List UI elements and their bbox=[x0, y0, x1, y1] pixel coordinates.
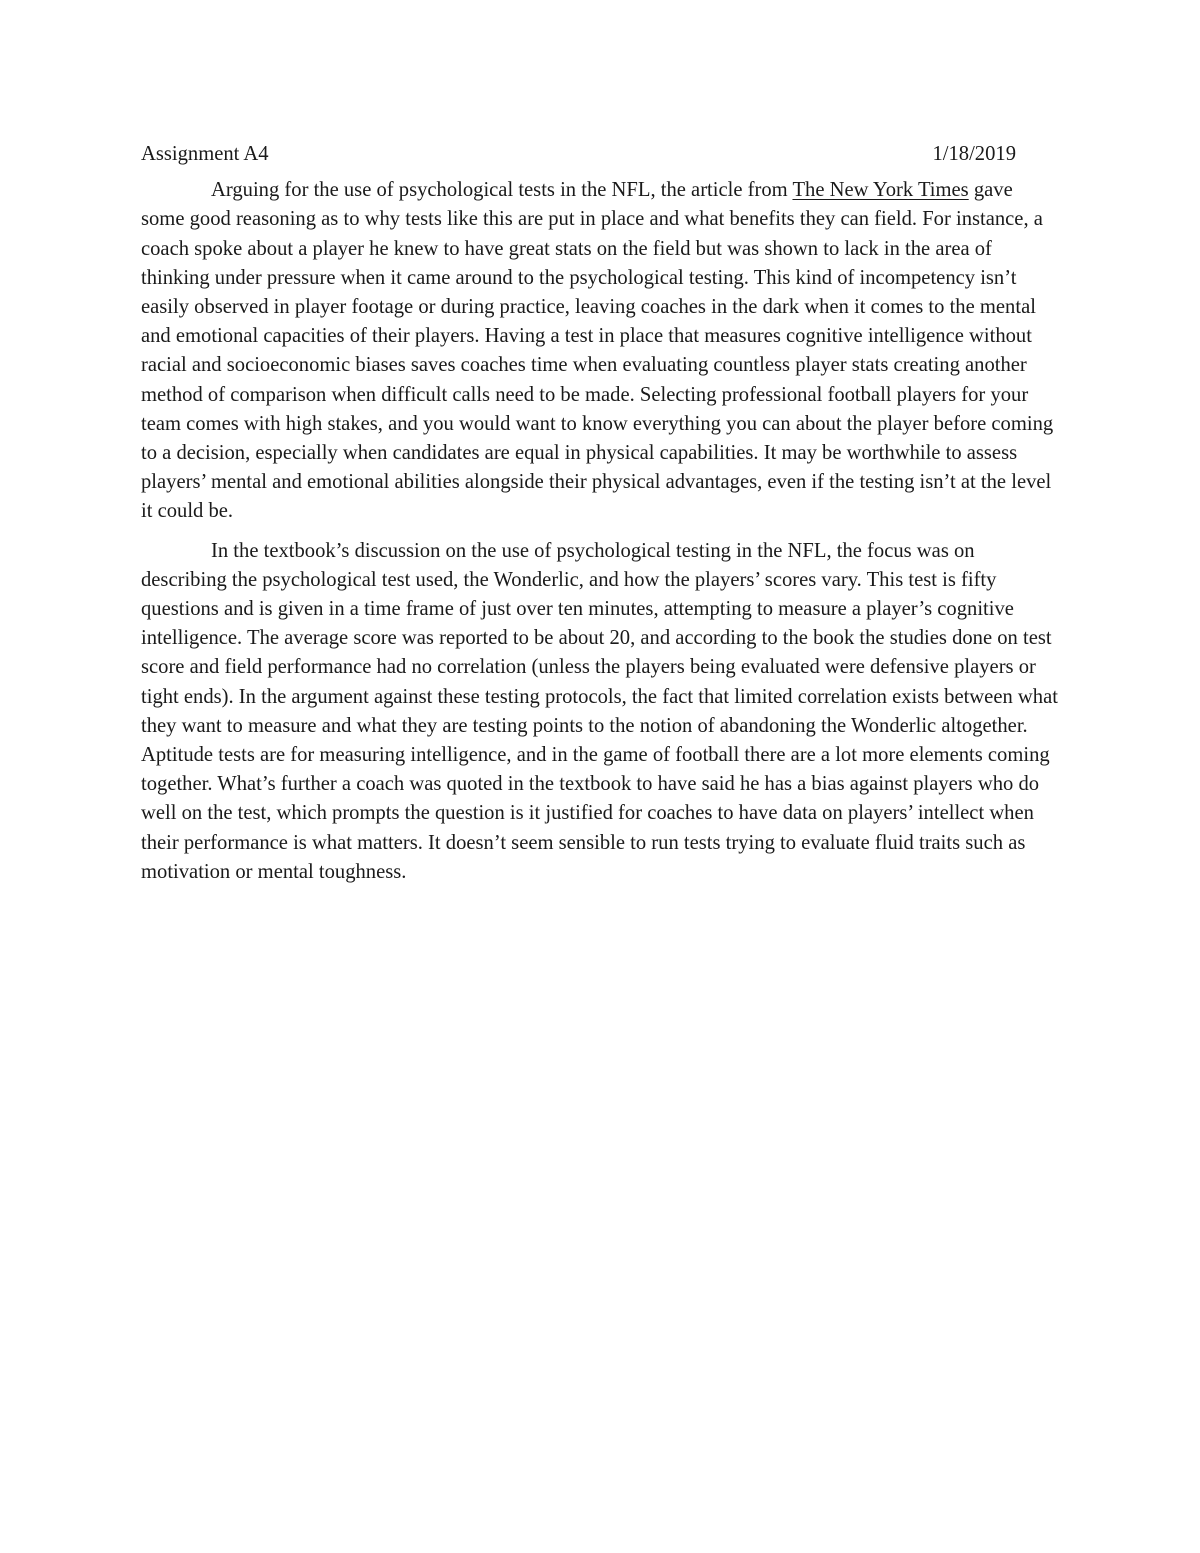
paragraph-1-body: gave some good reasoning as to why tests like this are put in place and what benefits they can field. For instance, a coach spoke about a player he knew to have great stats on the field but was shown to lack in the area of thinking under pressure when it came around to the psychological testing. This kind of incompetency isn’t easily observed in player footage or during practice, leaving coaches in the dark when it comes to the mental and emotional capacities of their players. Having a test in place that measures cognitive intelligence without racial and socioeconomic biases saves coaches time when evaluating countless player stats creating another method of comparison when difficult calls need to be made. Selecting professional football players for your team comes with high stakes, and you would want to know everything you can about the player before coming to a decision, especially when candidates are equal in physical capabilities. It may be worthwhile to assess players’ mental and emotional abilities alongside their physical advantages, even if the testing isn’t at the level it could be. bbox=[141, 179, 1054, 523]
source-title: The New York Times bbox=[792, 179, 969, 202]
paragraph-1 bbox=[141, 176, 1059, 526]
paragraph-2: In the textbook’s discussion on the use of psychological testing in the NFL, the focus was on describing the psychological test used, the Wonderlic, and how the players’ scores vary. This test is fifty questions and is given in a time frame of just over ten minutes, attempting to measure a player’s cognitive intelligence. The average score was reported to be about 20, and according to the book the studies done on test score and field performance had no correlation (unless the players being evaluated were defensive players or tight ends). In the argument against these testing protocols, the fact that limited correlation exists between what they want to measure and what they are testing points to the notion of abandoning the Wonderlic altogether. Aptitude tests are for measuring intelligence, and in the game of football there are a lot more elements coming together. What’s further a coach was quoted in the textbook to have said he has a bias against players who do well on the test, which prompts the question is it justified for coaches to have data on players’ intellect when their performance is what matters. It doesn’t seem sensible to run tests trying to evaluate fluid traits such as motivation or mental toughness. bbox=[141, 539, 1058, 883]
document-body bbox=[141, 140, 1059, 897]
document-header bbox=[141, 140, 1016, 169]
assignment-title: Assignment A4 bbox=[141, 143, 269, 165]
assignment-date: 1/18/2019 bbox=[932, 143, 1016, 165]
paragraph-1-intro: Arguing for the use of psychological tests in the NFL, the article from bbox=[211, 179, 793, 202]
